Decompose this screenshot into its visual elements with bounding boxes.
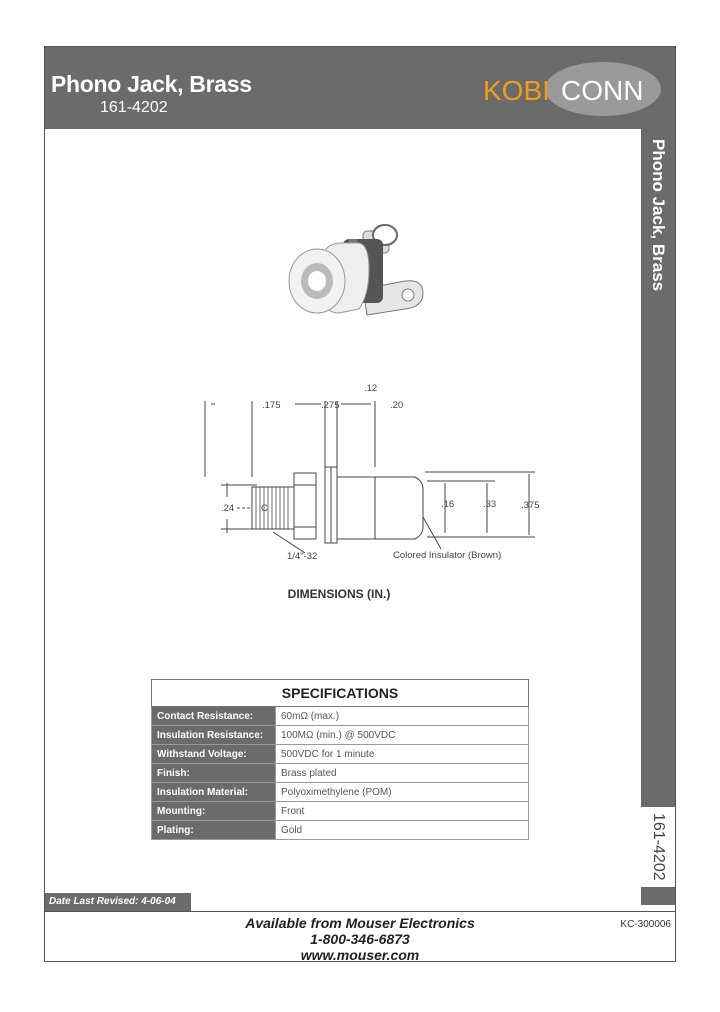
dim-375-label: .375 [521, 500, 540, 511]
specifications-table [151, 679, 529, 840]
document-code: KC-300006 [620, 919, 671, 930]
spec-value: Brass plated [276, 764, 529, 783]
spec-row [152, 821, 529, 840]
spec-label: Contact Resistance: [152, 707, 276, 726]
header-band [45, 47, 675, 129]
spec-label: Insulation Material: [152, 783, 276, 802]
spec-row [152, 745, 529, 764]
dimension-drawing [175, 377, 555, 567]
spec-value: Polyoximethylene (POM) [276, 783, 529, 802]
dim-275-label: .275 [321, 400, 340, 411]
logo-conn-text: CONN [561, 75, 644, 106]
spec-row [152, 783, 529, 802]
page-title: Phono Jack, Brass [51, 71, 252, 97]
mouser-website[interactable]: www.mouser.com [300, 947, 420, 963]
spec-row [152, 707, 529, 726]
sidebar-title: Phono Jack, Brass [649, 139, 668, 292]
dim-12-label: .12 [364, 383, 378, 394]
spec-label: Finish: [152, 764, 276, 783]
spec-label: Mounting: [152, 802, 276, 821]
logo-kobi-text: KOBI [483, 75, 550, 106]
sidebar-part-number: 161-4202 [641, 807, 675, 887]
kobiconn-logo [481, 61, 663, 117]
spec-value: 60mΩ (max.) [276, 707, 529, 726]
dim-24-label: .24 [221, 503, 235, 514]
dimensions-caption: DIMENSIONS (IN.) [287, 587, 391, 601]
product-photo [273, 209, 453, 359]
thread-label: 1/4"-32 [287, 551, 318, 562]
footer-divider [45, 911, 675, 912]
sidebar-band [641, 129, 675, 905]
spec-value: 500VDC for 1 minute [276, 745, 529, 764]
mouser-phone: 1-800-346-6873 [310, 931, 410, 947]
spec-row [152, 802, 529, 821]
spec-row [152, 764, 529, 783]
insulator-label: Colored Insulator (Brown) [393, 550, 502, 561]
c-mark-label: C [261, 503, 268, 514]
datasheet-page [44, 46, 676, 962]
part-number: 161-4202 [100, 99, 168, 116]
dim-16-label: .16 [441, 499, 455, 510]
spec-value: 100MΩ (min.) @ 500VDC [276, 726, 529, 745]
dim-33-label: .33 [483, 499, 497, 510]
dim-20-label: .20 [390, 400, 404, 411]
specifications-heading: SPECIFICATIONS [152, 680, 529, 707]
date-revised: Date Last Revised: 4-06-04 [45, 893, 191, 911]
spec-row [152, 726, 529, 745]
mouser-contact [195, 915, 525, 963]
spec-label: Plating: [152, 821, 276, 840]
spec-value: Front [276, 802, 529, 821]
mouser-availability: Available from Mouser Electronics [245, 915, 475, 931]
spec-label: Withstand Voltage: [152, 745, 276, 764]
spec-value: Gold [276, 821, 529, 840]
spec-label: Insulation Resistance: [152, 726, 276, 745]
dim-175-label: .175 [262, 400, 281, 411]
